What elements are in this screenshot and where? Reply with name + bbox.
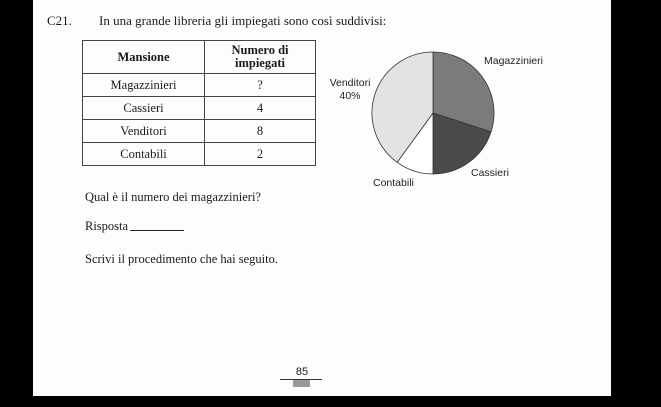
procedure-instruction: Scrivi il procedimento che hai seguito. [85,252,279,266]
pie-label-venditori: Venditori [329,77,371,89]
answer-label: Risposta [85,219,129,233]
pie-label-cassieri: Cassieri [471,167,509,179]
header-role: Mansione [83,41,205,74]
question-intro: In una grande libreria gli impiegati sono così suddivisi: [99,13,387,28]
role-cell: Contabili [83,143,205,166]
role-cell: Venditori [83,120,205,143]
page-number: 85 [295,366,309,378]
question-number: C21. [47,13,72,28]
worksheet-page [33,0,611,396]
question-prompt: Qual è il numero dei magazzinieri? [85,190,261,204]
count-cell: ? [205,74,316,97]
pie-label-magazzinieri: Magazzinieri [484,55,543,67]
answer-blank[interactable] [130,230,184,231]
count-cell: 8 [205,120,316,143]
page-tab-mark [293,380,310,387]
pie-percent-label: 40% [339,90,361,102]
pie-chart [33,0,611,200]
count-cell: 2 [205,143,316,166]
role-cell: Cassieri [83,97,205,120]
answer-line [85,219,184,234]
header-count-text: Numero di impiegati [231,43,289,70]
count-cell: 4 [205,97,316,120]
pie-label-contabili: Contabili [373,177,414,189]
role-cell: Magazzinieri [83,74,205,97]
